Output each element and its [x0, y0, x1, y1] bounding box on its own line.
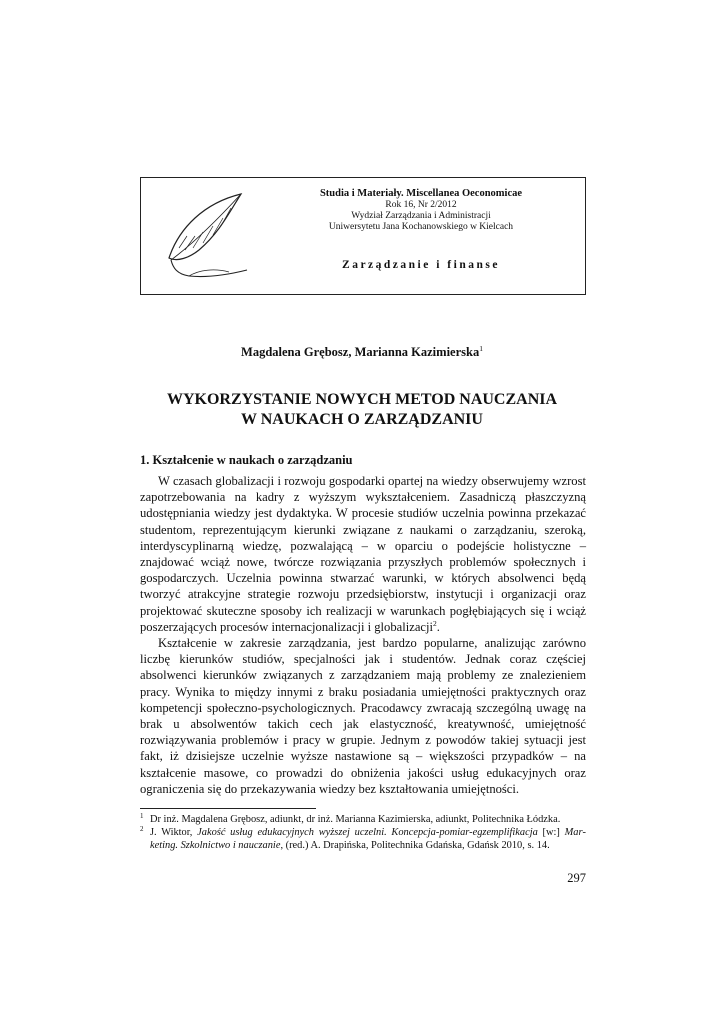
footnote-2-book: Marketing. Szkolnictwo i nauczanie	[150, 827, 586, 851]
footnotes	[140, 813, 586, 852]
journal-issue: Rok 16, Nr 2/2012	[385, 200, 457, 210]
footnote-2-number: 2	[140, 825, 144, 833]
paragraph-1-end: .	[436, 619, 440, 634]
footnote-2-prefix: J. Wiktor,	[150, 827, 198, 838]
title-line-1: WYKORZYSTANIE NOWYCH METOD NAUCZANIA	[166, 391, 558, 408]
article-title	[0, 390, 724, 430]
paragraph-1-text: W czasach globalizacji i rozwoju gospodarki opartej na wiedzy obserwujemy wzrost zapotrzebowania na kadry z wyższym wykształceniem. Zasadniczą płaszczyzną udostępniania wiedzy jest dydaktyka. W procesie studiów uczelnia powinna przekazać studentom, reprezentującym kierunki związane z naukami o zarządzaniu, szeroką, interdyscyplinarną wiedzę, pozwalającą – w oparciu o podejście holistyczne – znajdować wciąż nowe, twórcze rozwiązania przyszłych problemów społecznych i gospodarczych. Uczelnia powinna stwarzać warunki, w których absolwenci będą tworzyć atrakcyjne strategie rozwoju przedsiębiorstw, instytucji i organizacji oraz projektować skuteczne sposoby ich realizacji w warunkach pogłębiających się i wciąż poszerzających procesów internacjonalizacji i globalizacji	[140, 474, 586, 634]
article-authors	[0, 344, 724, 360]
quill-logo-icon	[159, 188, 249, 288]
paragraph-1	[140, 473, 586, 635]
footnote-2	[140, 826, 586, 852]
journal-header-box	[140, 177, 586, 295]
footnote-divider	[140, 808, 316, 809]
footnote-1-number: 1	[140, 812, 144, 820]
page-number: 297	[567, 871, 586, 885]
journal-section: Zarządzanie i finanse	[342, 259, 500, 271]
section-heading: 1. Kształcenie w naukach o zarządzaniu	[140, 453, 353, 467]
footnote-2-middle: [w:]	[537, 827, 565, 838]
footnote-2-title: Jakość usług edukacyjnych wyższej uczelni. Koncepcja-pomiar-egzemplifikacja	[197, 827, 538, 838]
journal-info	[271, 187, 571, 271]
footnote-ref-2: 2	[433, 618, 437, 628]
journal-university: Uniwersytetu Jana Kochanowskiego w Kielcach	[328, 222, 514, 232]
footnote-2-suffix: , (red.) A. Drapińska, Politechnika Gdańska, Gdańsk 2010, s. 14.	[280, 840, 550, 851]
journal-title: Studia i Materiały. Miscellanea Oeconomicae	[319, 188, 523, 199]
footnote-1-text: Dr inż. Magdalena Grębosz, adiunkt, dr inż. Marianna Kazimierska, adiunkt, Politechnika Łódzka.	[150, 814, 561, 825]
paragraph-2: Kształcenie w zakresie zarządzania, jest bardzo popularne, analizując zarówno liczbę kierunków studiów, specjalności jak i studentów. Jednak coraz częściej absolwenci kierunków związanych z zarządzaniem mają problemy ze znalezieniem pracy. Wynika to między innymi z braku posiadania umiejętności praktycznych oraz kompetencji społeczno-psychologicznych. Pracodawcy zwracają szczególną uwagę na brak u absolwentów takich cech jak elastyczność, kreatywność, umiejętność rozwiązywania problemów i pracy w grupie. Jednym z powodów takiej sytuacji jest fakt, iż dzisiejsze uczelnie wyższe nastawione są – większości przypadków – na kształcenie masowe, co prowadzi do obniżenia jakości usług edukacyjnych oraz ograniczenia się do przekazywania wiedzy bez kształtowania umiejętności.	[140, 636, 586, 796]
article-body	[140, 473, 586, 797]
footnote-1	[140, 813, 586, 826]
title-line-2: W NAUKACH O ZARZĄDZANIU	[241, 411, 483, 428]
authors-footnote-ref: 1	[479, 344, 483, 353]
journal-faculty: Wydział Zarządzania i Administracji	[351, 211, 491, 221]
authors-names: Magdalena Grębosz, Marianna Kazimierska	[241, 345, 480, 360]
